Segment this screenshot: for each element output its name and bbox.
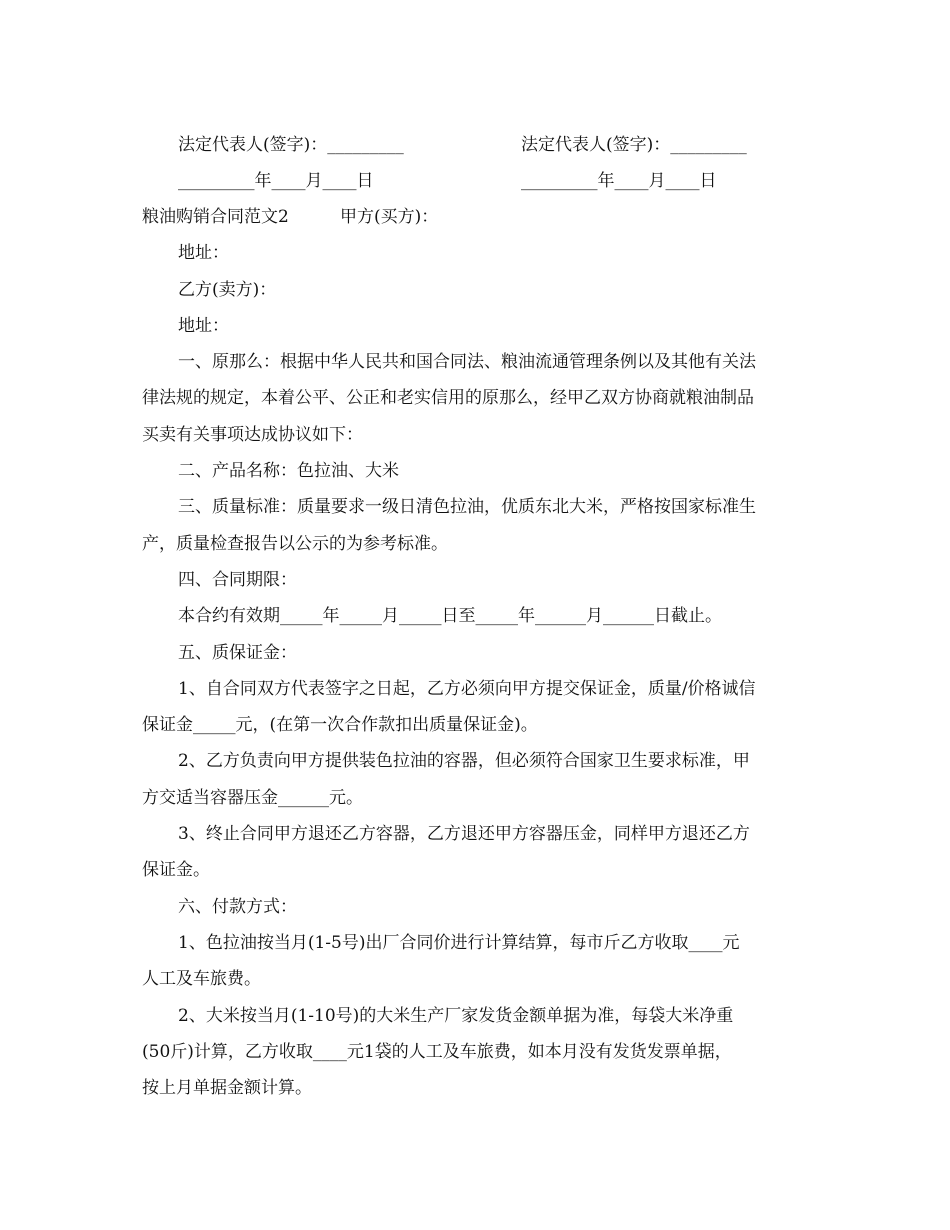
clause-6-2-line-1: 2、大米按当月(1-10号)的大米生产厂家发货金额单据为准，每袋大米净重: [178, 1006, 734, 1026]
clause-3-line-1: 三、质量标准：质量要求一级日清色拉油，优质东北大米，严格按国家标准生: [178, 497, 756, 517]
clause-5-3-line-1: 3、终止合同甲方退还乙方容器，乙方退还甲方容器压金，同样甲方退还乙方: [178, 824, 750, 844]
party-b-address: 地址：: [178, 316, 229, 336]
clause-3-line-2: 产，质量检查报告以公示的为参考标准。: [142, 534, 448, 554]
clause-4-heading: 四、合同期限：: [178, 570, 297, 590]
right-legal-rep-signature: 法定代表人(签字)：_________: [521, 135, 747, 155]
clause-5-1-line-1: 1、自合同双方代表签字之日起，乙方必须向甲方提交保证金，质量/价格诚信: [178, 679, 756, 699]
clause-1-line-1: 一、原那么：根据中华人民共和国合同法、粮油流通管理条例以及其他有关法: [178, 352, 756, 372]
document-title: 粮油购销合同范文2: [142, 207, 289, 227]
right-signature-date: _________年____月____日: [521, 171, 717, 191]
party-b-label: 乙方(卖方)：: [178, 280, 277, 300]
party-a-label: 甲方(买方)：: [340, 207, 439, 227]
clause-5-1-line-2: 保证金_____元，(在第一次合作款扣出质量保证金)。: [142, 715, 538, 735]
clause-6-2-line-2: (50斤)计算，乙方收取____元1袋的人工及车旅费，如本月没有发货发票单据，: [142, 1042, 732, 1062]
clause-6-heading: 六、付款方式：: [178, 897, 297, 917]
party-a-address: 地址：: [178, 243, 229, 263]
clause-6-1-line-2: 人工及车旅费。: [142, 969, 261, 989]
clause-4-body: 本合约有效期_____年_____月_____日至_____年______月______日截止。: [178, 606, 722, 626]
clause-2: 二、产品名称：色拉油、大米: [178, 461, 399, 481]
left-legal-rep-signature: 法定代表人(签字)：_________: [178, 135, 404, 155]
clause-5-2-line-2: 方交适当容器压金______元。: [142, 788, 363, 808]
clause-5-2-line-1: 2、乙方负责向甲方提供装色拉油的容器，但必须符合国家卫生要求标准，甲: [178, 751, 750, 771]
clause-1-line-2: 律法规的规定，本着公平、公正和老实信用的原那么，经甲乙双方协商就粮油制品: [142, 388, 754, 408]
clause-6-2-line-3: 按上月单据金额计算。: [142, 1078, 312, 1098]
clause-1-line-3: 买卖有关事项达成协议如下：: [142, 425, 363, 445]
clause-5-3-line-2: 保证金。: [142, 860, 210, 880]
clause-5-heading: 五、质保证金：: [178, 643, 297, 663]
left-signature-date: _________年____月____日: [178, 171, 374, 191]
clause-6-1-line-1: 1、色拉油按当月(1-5号)出厂合同价进行计算结算，每市斤乙方收取____元: [178, 933, 740, 953]
